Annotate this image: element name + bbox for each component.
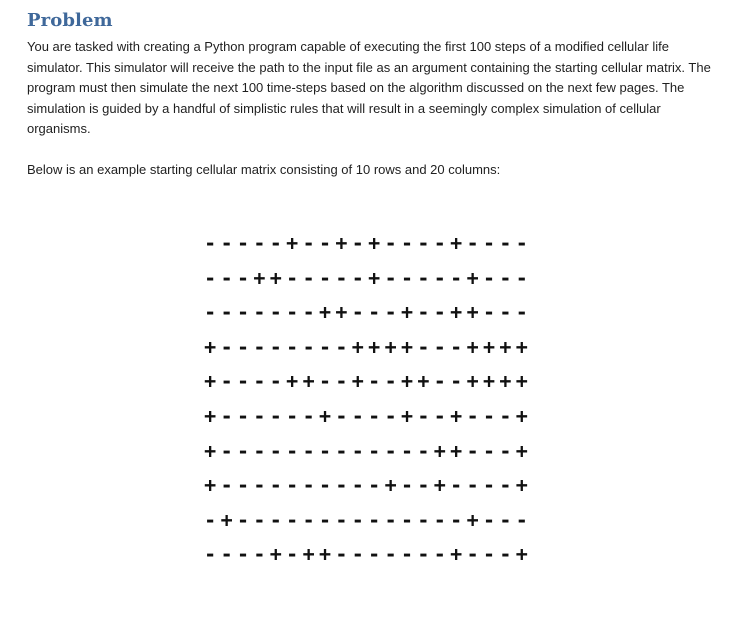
dead-cell: -: [515, 231, 528, 255]
dead-cell: -: [236, 438, 250, 463]
dead-cell: -: [466, 231, 479, 255]
dead-cell: -: [482, 542, 496, 567]
dead-cell: -: [335, 403, 348, 428]
live-cell: +: [482, 369, 496, 394]
dead-cell: -: [269, 438, 282, 463]
dead-cell: -: [253, 334, 266, 359]
dead-cell: -: [335, 438, 348, 463]
dead-cell: -: [335, 542, 348, 567]
dead-cell: -: [482, 231, 496, 255]
live-cell: +: [433, 438, 446, 463]
live-cell: +: [450, 231, 463, 255]
dead-cell: -: [368, 369, 381, 394]
dead-cell: -: [220, 265, 233, 290]
matrix-row: [202, 332, 532, 367]
dead-cell: -: [335, 265, 348, 290]
dead-cell: -: [236, 334, 250, 359]
dead-cell: -: [236, 231, 250, 255]
dead-cell: -: [236, 473, 250, 498]
live-cell: +: [400, 300, 414, 325]
dead-cell: -: [351, 507, 364, 532]
dead-cell: -: [253, 507, 266, 532]
dead-cell: -: [450, 334, 463, 359]
dead-cell: -: [220, 473, 233, 498]
live-cell: +: [515, 473, 528, 498]
live-cell: +: [466, 334, 479, 359]
live-cell: +: [269, 542, 282, 567]
live-cell: +: [499, 334, 512, 359]
matrix-row: [202, 297, 532, 332]
dead-cell: -: [286, 334, 299, 359]
live-cell: +: [433, 473, 446, 498]
dead-cell: -: [318, 334, 332, 359]
dead-cell: -: [400, 473, 414, 498]
dead-cell: -: [253, 438, 266, 463]
live-cell: +: [400, 334, 414, 359]
live-cell: +: [351, 369, 364, 394]
matrix-row: [202, 263, 532, 298]
dead-cell: -: [368, 473, 381, 498]
dead-cell: -: [302, 473, 315, 498]
live-cell: +: [515, 403, 528, 428]
live-cell: +: [417, 369, 430, 394]
live-cell: +: [204, 403, 217, 428]
live-cell: +: [515, 438, 528, 463]
dead-cell: -: [499, 265, 512, 290]
dead-cell: -: [236, 507, 250, 532]
dead-cell: -: [204, 507, 217, 532]
dead-cell: -: [417, 231, 430, 255]
live-cell: +: [302, 542, 315, 567]
dead-cell: -: [253, 231, 266, 255]
dead-cell: -: [269, 507, 282, 532]
dead-cell: -: [204, 300, 217, 325]
live-cell: +: [335, 300, 348, 325]
dead-cell: -: [302, 300, 315, 325]
live-cell: +: [318, 403, 332, 428]
dead-cell: -: [286, 473, 299, 498]
dead-cell: -: [269, 473, 282, 498]
dead-cell: -: [220, 438, 233, 463]
live-cell: +: [515, 542, 528, 567]
dead-cell: -: [417, 403, 430, 428]
dead-cell: -: [302, 403, 315, 428]
dead-cell: -: [384, 403, 397, 428]
dead-cell: -: [368, 403, 381, 428]
live-cell: +: [515, 369, 528, 394]
dead-cell: -: [335, 507, 348, 532]
live-cell: +: [351, 334, 364, 359]
dead-cell: -: [400, 438, 414, 463]
dead-cell: -: [335, 473, 348, 498]
dead-cell: -: [286, 265, 299, 290]
dead-cell: -: [236, 542, 250, 567]
dead-cell: -: [335, 369, 348, 394]
dead-cell: -: [482, 300, 496, 325]
dead-cell: -: [204, 542, 217, 567]
dead-cell: -: [351, 300, 364, 325]
live-cell: +: [302, 369, 315, 394]
dead-cell: -: [499, 438, 512, 463]
matrix-row: [202, 366, 532, 401]
dead-cell: -: [253, 473, 266, 498]
live-cell: +: [269, 265, 282, 290]
dead-cell: -: [318, 473, 332, 498]
dead-cell: -: [482, 473, 496, 498]
dead-cell: -: [417, 438, 430, 463]
dead-cell: -: [400, 231, 414, 255]
dead-cell: -: [433, 334, 446, 359]
dead-cell: -: [466, 542, 479, 567]
dead-cell: -: [482, 507, 496, 532]
dead-cell: -: [482, 438, 496, 463]
dead-cell: -: [220, 334, 233, 359]
dead-cell: -: [400, 507, 414, 532]
live-cell: +: [400, 369, 414, 394]
dead-cell: -: [384, 265, 397, 290]
live-cell: +: [204, 369, 217, 394]
dead-cell: -: [417, 507, 430, 532]
dead-cell: -: [433, 300, 446, 325]
dead-cell: -: [302, 265, 315, 290]
dead-cell: -: [368, 300, 381, 325]
dead-cell: -: [433, 542, 446, 567]
dead-cell: -: [269, 300, 282, 325]
live-cell: +: [286, 369, 299, 394]
matrix-row: [202, 228, 532, 263]
live-cell: +: [499, 369, 512, 394]
example-caption: Below is an example starting cellular matrix consisting of 10 rows and 20 columns:: [27, 162, 501, 177]
dead-cell: -: [220, 542, 233, 567]
live-cell: +: [318, 542, 332, 567]
live-cell: +: [384, 473, 397, 498]
dead-cell: -: [204, 231, 217, 255]
dead-cell: -: [204, 265, 217, 290]
dead-cell: -: [368, 507, 381, 532]
dead-cell: -: [286, 300, 299, 325]
dead-cell: -: [286, 438, 299, 463]
dead-cell: -: [450, 369, 463, 394]
dead-cell: -: [302, 231, 315, 255]
dead-cell: -: [236, 300, 250, 325]
live-cell: +: [318, 300, 332, 325]
dead-cell: -: [499, 473, 512, 498]
dead-cell: -: [286, 403, 299, 428]
dead-cell: -: [351, 403, 364, 428]
live-cell: +: [335, 231, 348, 255]
live-cell: +: [368, 231, 381, 255]
live-cell: +: [466, 265, 479, 290]
matrix-row: [202, 436, 532, 471]
dead-cell: -: [433, 369, 446, 394]
live-cell: +: [253, 265, 266, 290]
dead-cell: -: [466, 403, 479, 428]
dead-cell: -: [318, 369, 332, 394]
dead-cell: -: [499, 507, 512, 532]
dead-cell: -: [269, 369, 282, 394]
dead-cell: -: [515, 265, 528, 290]
dead-cell: -: [384, 300, 397, 325]
dead-cell: -: [253, 542, 266, 567]
dead-cell: -: [351, 542, 364, 567]
problem-description: You are tasked with creating a Python program capable of executing the first 100 steps of a modified cellular life simulator. This simulator will receive the path to the input file as an argument containing the starting cellular matrix. The program must then simulate the next 100 time-steps based on the algorithm discussed on the next few pages. The simulation is guided by a handful of simplistic rules that will result in a seemingly complex simulation of cellular organisms.: [27, 39, 711, 137]
dead-cell: -: [302, 507, 315, 532]
dead-cell: -: [499, 231, 512, 255]
section-heading: Problem: [27, 10, 113, 31]
live-cell: +: [204, 438, 217, 463]
dead-cell: -: [318, 265, 332, 290]
dead-cell: -: [351, 265, 364, 290]
live-cell: +: [368, 265, 381, 290]
dead-cell: -: [253, 403, 266, 428]
dead-cell: -: [269, 231, 282, 255]
dead-cell: -: [499, 403, 512, 428]
live-cell: +: [384, 334, 397, 359]
dead-cell: -: [417, 542, 430, 567]
live-cell: +: [466, 507, 479, 532]
dead-cell: -: [253, 300, 266, 325]
dead-cell: -: [450, 265, 463, 290]
dead-cell: -: [450, 473, 463, 498]
live-cell: +: [515, 334, 528, 359]
live-cell: +: [450, 542, 463, 567]
live-cell: +: [400, 403, 414, 428]
dead-cell: -: [302, 334, 315, 359]
dead-cell: -: [351, 231, 364, 255]
dead-cell: -: [466, 438, 479, 463]
matrix-row: [202, 539, 532, 574]
dead-cell: -: [433, 507, 446, 532]
live-cell: +: [204, 334, 217, 359]
dead-cell: -: [384, 507, 397, 532]
dead-cell: -: [269, 334, 282, 359]
dead-cell: -: [286, 507, 299, 532]
dead-cell: -: [220, 369, 233, 394]
matrix-row: [202, 470, 532, 505]
live-cell: +: [466, 369, 479, 394]
dead-cell: -: [368, 542, 381, 567]
live-cell: +: [220, 507, 233, 532]
dead-cell: -: [515, 300, 528, 325]
dead-cell: -: [318, 507, 332, 532]
dead-cell: -: [400, 265, 414, 290]
dead-cell: -: [236, 265, 250, 290]
dead-cell: -: [236, 369, 250, 394]
dead-cell: -: [384, 369, 397, 394]
dead-cell: -: [400, 542, 414, 567]
dead-cell: -: [236, 403, 250, 428]
dead-cell: -: [368, 438, 381, 463]
dead-cell: -: [318, 231, 332, 255]
live-cell: +: [368, 334, 381, 359]
dead-cell: -: [433, 265, 446, 290]
dead-cell: -: [515, 507, 528, 532]
dead-cell: -: [286, 542, 299, 567]
cellular-matrix: [202, 228, 532, 574]
dead-cell: -: [269, 403, 282, 428]
live-cell: +: [286, 231, 299, 255]
dead-cell: -: [417, 300, 430, 325]
dead-cell: -: [433, 231, 446, 255]
dead-cell: -: [466, 473, 479, 498]
dead-cell: -: [384, 231, 397, 255]
dead-cell: -: [302, 438, 315, 463]
matrix-row: [202, 505, 532, 540]
dead-cell: -: [499, 300, 512, 325]
live-cell: +: [204, 473, 217, 498]
dead-cell: -: [417, 265, 430, 290]
dead-cell: -: [482, 265, 496, 290]
live-cell: +: [450, 438, 463, 463]
dead-cell: -: [351, 473, 364, 498]
dead-cell: -: [450, 507, 463, 532]
dead-cell: -: [220, 300, 233, 325]
dead-cell: -: [351, 438, 364, 463]
live-cell: +: [466, 300, 479, 325]
dead-cell: -: [482, 403, 496, 428]
dead-cell: -: [499, 542, 512, 567]
live-cell: +: [450, 300, 463, 325]
dead-cell: -: [417, 473, 430, 498]
dead-cell: -: [417, 334, 430, 359]
matrix-row: [202, 401, 532, 436]
dead-cell: -: [253, 369, 266, 394]
dead-cell: -: [433, 403, 446, 428]
dead-cell: -: [220, 231, 233, 255]
live-cell: +: [450, 403, 463, 428]
dead-cell: -: [318, 438, 332, 463]
dead-cell: -: [220, 403, 233, 428]
dead-cell: -: [335, 334, 348, 359]
live-cell: +: [482, 334, 496, 359]
dead-cell: -: [384, 542, 397, 567]
dead-cell: -: [384, 438, 397, 463]
